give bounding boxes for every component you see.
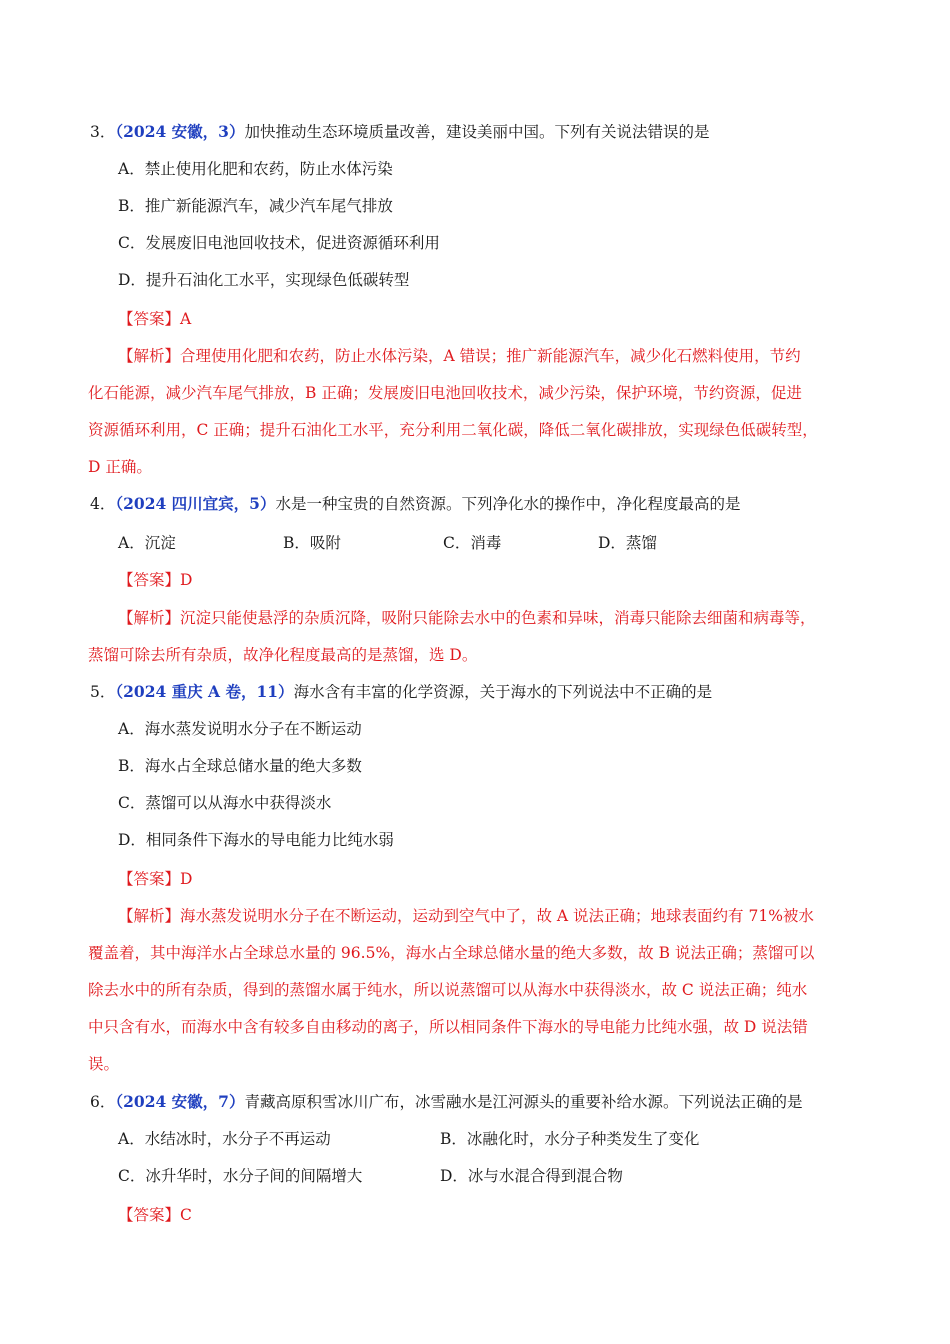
explanation-line: 中只含有水，而海水中含有较多自由移动的离子，所以相同条件下海水的导电能力比纯水强，故 D 说法错 [88,1018,808,1036]
question-text: 加快推动生态环境质量改善，建设美丽中国。下列有关说法错误的是 [244,123,710,141]
question-number: 3． [90,123,116,141]
option-d: D．蒸馏 [598,534,657,552]
explanation-line: 除去水中的所有杂质，得到的蒸馏水属于纯水，所以说蒸馏可以从海水中获得淡水，故 C 说法正确；纯水 [88,981,808,999]
option-c: C．发展废旧电池回收技术，促进资源循环利用 [118,234,440,252]
option-a: A．海水蒸发说明水分子在不断运动 [118,720,362,738]
question-source: （2024 重庆 A 卷，11） [115,682,294,701]
question-number: 4． [90,495,116,513]
question-number: 6． [90,1093,116,1111]
option-c: C．冰升华时，水分子间的间隔增大 [118,1167,363,1185]
option-c: C．蒸馏可以从海水中获得淡水 [118,794,332,812]
explanation-line: 【解析】沉淀只能使悬浮的杂质沉降，吸附只能除去水中的色素和异味，消毒只能除去细菌和病毒等， [118,609,816,627]
question-5-stem [90,681,712,703]
explanation-line: 【解析】海水蒸发说明水分子在不断运动，运动到空气中了，故 A 说法正确；地球表面约有 71%被水 [118,907,814,925]
option-a: A．禁止使用化肥和农药，防止水体污染 [118,160,393,178]
option-b: B．冰融化时，水分子种类发生了变化 [440,1130,700,1148]
question-4-stem [90,493,740,515]
question-6-stem [90,1091,802,1113]
question-source: （2024 四川宜宾，5） [115,494,276,513]
option-d: D．提升石油化工水平，实现绿色低碳转型 [118,271,410,289]
question-source: （2024 安徽，3） [115,122,245,141]
question-text: 海水含有丰富的化学资源，关于海水的下列说法中不正确的是 [293,683,713,701]
question-text: 水是一种宝贵的自然资源。下列净化水的操作中，净化程度最高的是 [275,495,741,513]
question-source: （2024 安徽，7） [115,1092,245,1111]
explanation-line: D 正确。 [88,458,152,476]
option-b: B．海水占全球总储水量的绝大多数 [118,757,362,775]
explanation-line: 蒸馏可除去所有杂质，故净化程度最高的是蒸馏，选 D。 [88,646,478,664]
question-3-stem [90,121,709,143]
option-b: B．吸附 [283,534,341,552]
option-b: B．推广新能源汽车，减少汽车尾气排放 [118,197,393,215]
option-a: A．水结冰时，水分子不再运动 [118,1130,331,1148]
question-number: 5． [90,683,116,701]
explanation-line: 覆盖着，其中海洋水占全球总水量的 96.5%，海水占全球总储水量的绝大多数，故 B 说法正确；蒸馏可以 [88,944,815,962]
option-a: A．沉淀 [118,534,176,552]
option-c: C．消毒 [443,534,502,552]
answer: 【答案】D [118,571,193,589]
answer: 【答案】D [118,870,193,888]
answer: 【答案】A [118,310,192,328]
explanation-line: 误。 [88,1055,120,1073]
question-text: 青藏高原积雪冰川广布，冰雪融水是江河源头的重要补给水源。下列说法正确的是 [244,1093,803,1111]
option-d: D．冰与水混合得到混合物 [440,1167,623,1185]
answer: 【答案】C [118,1206,192,1224]
explanation-line: 【解析】合理使用化肥和农药，防止水体污染，A 错误；推广新能源汽车，减少化石燃料使用，节约 [118,347,801,365]
option-d: D．相同条件下海水的导电能力比纯水弱 [118,831,394,849]
explanation-line: 资源循环利用，C 正确；提升石油化工水平，充分利用二氧化碳，降低二氧化碳排放，实现绿色低碳转型， [88,421,818,439]
explanation-line: 化石能源，减少汽车尾气排放，B 正确；发展废旧电池回收技术，减少污染，保护环境，节约资源，促进 [88,384,802,402]
